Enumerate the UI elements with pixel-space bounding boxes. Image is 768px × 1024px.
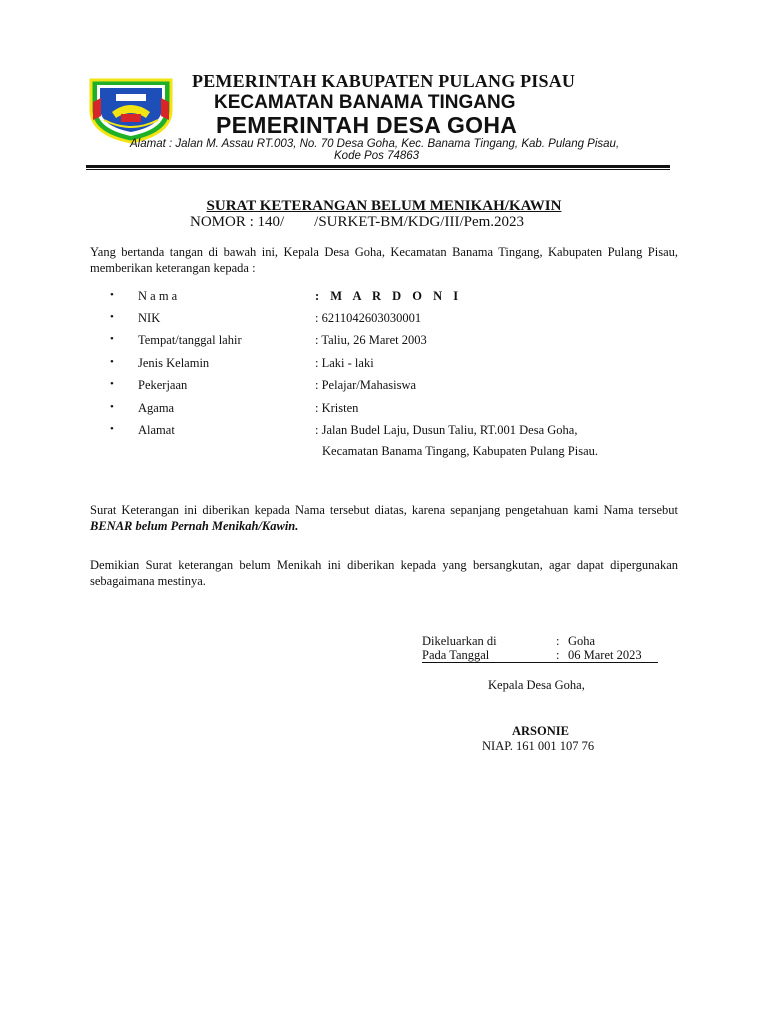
header-address-line2: Kode Pos 74863: [334, 150, 420, 162]
bullet: •: [110, 378, 114, 390]
header-divider-thick: [86, 165, 670, 168]
field-label: Alamat: [138, 423, 175, 437]
statement-text: Surat Keterangan ini diberikan kepada Nama tersebut diatas, karena sepanjang pengetahuan kami Nama tersebut: [90, 503, 678, 517]
date-underline: [422, 662, 658, 663]
bullet: •: [110, 289, 114, 301]
document-title: SURAT KETERANGAN BELUM MENIKAH/KAWIN: [206, 198, 562, 214]
issued-place-label: Dikeluarkan di: [422, 634, 497, 648]
signer-name: ARSONIE: [512, 724, 569, 738]
field-value: : 6211042603030001: [315, 311, 422, 325]
intro-paragraph: Yang bertanda tangan di bawah ini, Kepala Desa Goha, Kecamatan Banama Tingang, Kabupaten Pulang Pisau, memberikan keterangan kepada :: [90, 245, 678, 275]
statement-paragraph: [90, 502, 678, 534]
field-value: : M A R D O N I: [315, 289, 463, 303]
signer-niap: NIAP. 161 001 107 76: [482, 739, 595, 753]
field-value: : Laki - laki: [315, 356, 374, 370]
address-continuation: Kecamatan Banama Tingang, Kabupaten Pulang Pisau.: [322, 444, 598, 458]
issued-date-label: Pada Tanggal: [422, 648, 490, 662]
field-value: : Kristen: [315, 401, 359, 415]
issued-place-colon: :: [556, 634, 560, 648]
field-label: Agama: [138, 401, 175, 415]
field-row-nik: [110, 311, 690, 329]
closing-paragraph: Demikian Surat keterangan belum Menikah ini diberikan kepada yang bersangkutan, agar dapat dipergunakan sebagaimana mestinya.: [90, 558, 678, 588]
issued-date-value: 06 Maret 2023: [568, 648, 642, 662]
issued-date-colon: :: [556, 648, 560, 662]
statement-emphasis: BENAR belum Pernah Menikah/Kawin.: [90, 519, 299, 533]
field-value: : Jalan Budel Laju, Dusun Taliu, RT.001 Desa Goha,: [315, 423, 578, 437]
document-number: NOMOR : 140/ /SURKET-BM/KDG/III/Pem.2023: [190, 214, 525, 230]
header-regency-line: PEMERINTAH KABUPATEN PULANG PISAU: [192, 71, 576, 91]
field-label: N a m a: [138, 289, 178, 303]
field-label: Pekerjaan: [138, 378, 188, 392]
field-row-gender: [110, 356, 690, 374]
bullet: •: [110, 356, 114, 368]
field-label: NIK: [138, 311, 161, 325]
field-label: Jenis Kelamin: [138, 356, 210, 370]
header-village-line: PEMERINTAH DESA GOHA: [216, 112, 518, 138]
header-address-line1: Alamat : Jalan M. Assau RT.003, No. 70 Desa Goha, Kec. Banama Tingang, Kab. Pulang Pisau,: [130, 138, 620, 150]
field-row-occupation: [110, 378, 690, 396]
field-row-nama: [110, 289, 690, 307]
signer-position: Kepala Desa Goha,: [488, 678, 585, 692]
header-divider-thin: [86, 169, 670, 170]
regency-emblem-logo: [88, 76, 174, 144]
bullet: •: [110, 333, 114, 345]
field-row-address: [110, 423, 690, 441]
field-value: : Taliu, 26 Maret 2003: [315, 333, 427, 347]
bullet: •: [110, 401, 114, 413]
issued-place-value: Goha: [568, 634, 596, 648]
bullet: •: [110, 423, 114, 435]
field-row-birth: [110, 333, 690, 351]
field-row-religion: [110, 401, 690, 419]
field-label: Tempat/tanggal lahir: [138, 333, 242, 347]
field-value: : Pelajar/Mahasiswa: [315, 378, 417, 392]
header-district-line: KECAMATAN BANAMA TINGANG: [214, 92, 516, 113]
bullet: •: [110, 311, 114, 323]
